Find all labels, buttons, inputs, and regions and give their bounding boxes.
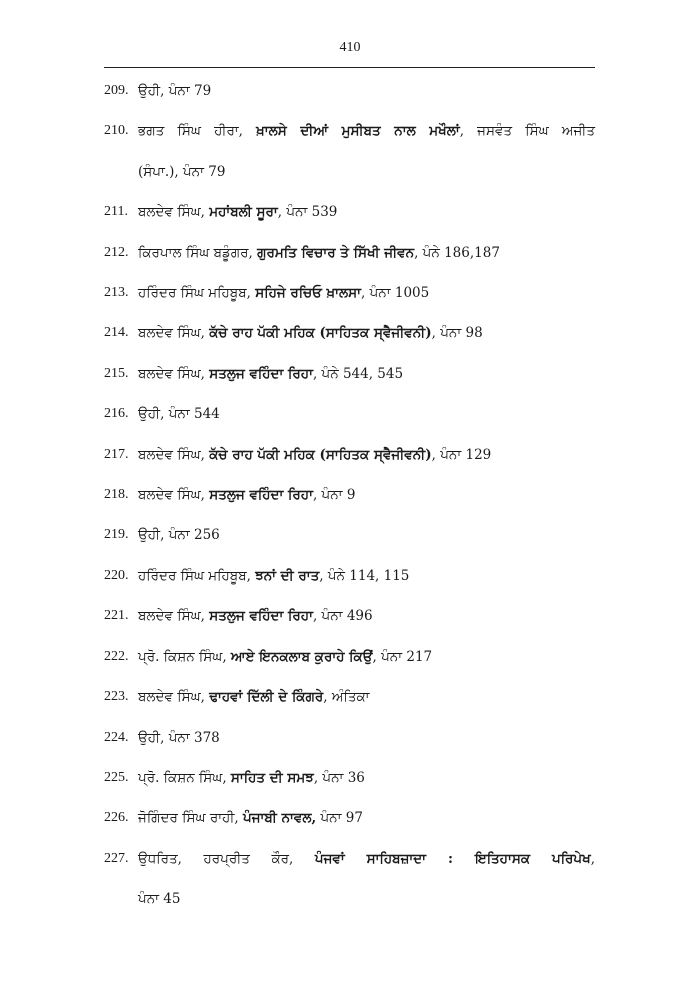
- citation-text: ਹਰਿੰਦਰ ਸਿੰਘ ਮਹਿਬੂਬ,: [138, 285, 256, 302]
- endnote-item: [104, 718, 595, 758]
- endnote-item: [104, 515, 595, 555]
- citation-title: ਸਤਲੁਜ ਵਹਿੰਦਾ ਰਿਹਾ: [209, 608, 313, 625]
- citation-title: ਪੰਜਵਾਂ ਸਾਹਿਬਜ਼ਾਦਾ : ਇਤਿਹਾਸਕ ਪਰਿਪੇਖ: [314, 850, 591, 867]
- endnote-body: [138, 285, 429, 301]
- citation-text: , ਪੰਨੇ 114, 115: [319, 567, 410, 584]
- citation-text: ਪੰਨਾ 97: [316, 810, 363, 827]
- citation-text: , ਪੰਨਾ 36: [313, 769, 365, 786]
- citation-text: , ਪੰਨਾ 129: [431, 446, 492, 463]
- citation-title: ਗੁਰਮਤਿ ਵਿਚਾਰ ਤੇ ਸਿੱਖੀ ਜੀਵਨ: [257, 244, 415, 261]
- endnote-item: [104, 596, 595, 636]
- endnote-number: 214.: [104, 325, 129, 341]
- endnote-item: [104, 435, 595, 475]
- endnote-number: 211.: [104, 204, 128, 220]
- citation-title: ਸਹਿਜੇ ਰਚਿਓ ਖ਼ਾਲਸਾ: [255, 285, 361, 302]
- endnote-number: 220.: [104, 567, 129, 583]
- endnote-item: [104, 111, 595, 192]
- citation-title: ਕੱਚੇ ਰਾਹ ਪੱਕੀ ਮਹਿਕ (ਸਾਹਿਤਕ ਸ੍ਵੈਜੀਵਨੀ): [209, 446, 432, 463]
- endnote-item: [104, 839, 595, 920]
- endnote-body: [138, 649, 432, 665]
- citation-title: ਸਤਲੁਜ ਵਹਿੰਦਾ ਰਿਹਾ: [209, 487, 313, 504]
- endnote-line: [138, 879, 595, 919]
- endnote-item: [104, 798, 595, 838]
- endnote-body: [138, 245, 500, 261]
- citation-text: (ਸੰਪਾ.), ਪੰਨਾ 79: [138, 163, 226, 180]
- endnote-number: 226.: [104, 810, 129, 826]
- citation-text: , ਪੰਨਾ 9: [312, 487, 356, 504]
- endnotes-list: [104, 71, 595, 920]
- citation-text: ਉਹੀ, ਪੰਨਾ 79: [138, 83, 212, 99]
- endnote-body: [138, 810, 363, 826]
- citation-text: ਬਲਦੇਵ ਸਿੰਘ,: [138, 365, 210, 382]
- endnote-number: 219.: [104, 527, 129, 543]
- citation-text: ਪੰਨਾ 45: [138, 891, 181, 908]
- citation-text: ਉਹੀ, ਪੰਨਾ 378: [138, 729, 220, 746]
- endnote-number: 215.: [104, 365, 129, 381]
- citation-title: ਆਏ ਇਨਕਲਾਬ ਕੁਰਾਹੇ ਕਿਉਂ: [230, 648, 373, 665]
- citation-text: ਭਗਤ ਸਿੰਘ ਹੀਰਾ,: [138, 123, 257, 140]
- endnote-item: [104, 637, 595, 677]
- citation-text: ਬਲਦੇਵ ਸਿੰਘ,: [138, 446, 210, 463]
- citation-text: ਜੋਗਿੰਦਰ ਸਿੰਘ ਰਾਹੀ,: [138, 810, 243, 827]
- endnote-number: 225.: [104, 769, 129, 785]
- citation-text: ਉਹੀ, ਪੰਨਾ 544: [138, 406, 220, 423]
- endnote-body: [138, 689, 370, 705]
- citation-text: ਬਲਦੇਵ ਸਿੰਘ,: [138, 325, 210, 342]
- citation-text: ਹਰਿੰਦਰ ਸਿੰਘ ਮਹਿਬੂਬ,: [138, 567, 256, 584]
- endnote-number: 223.: [104, 689, 129, 705]
- citation-title: ਸਤਲੁਜ ਵਹਿੰਦਾ ਰਿਹਾ: [209, 365, 313, 382]
- endnote-number: 216.: [104, 406, 129, 422]
- endnote-body: [138, 730, 220, 746]
- endnote-number: 213.: [104, 285, 129, 301]
- endnote-item: [104, 758, 595, 798]
- endnote-body: [138, 83, 211, 99]
- page-number: 410: [339, 40, 361, 55]
- endnote-item: [104, 556, 595, 596]
- endnote-item: [104, 394, 595, 434]
- citation-text: ,: [590, 850, 595, 867]
- endnote-line: [138, 839, 595, 879]
- endnote-item: [104, 192, 595, 232]
- endnote-number: 209.: [104, 83, 129, 98]
- citation-text: ਬਲਦੇਵ ਸਿੰਘ,: [138, 689, 210, 706]
- endnote-body: [138, 608, 373, 624]
- citation-text: , ਜਸਵੰਤ ਸਿੰਘ ਅਜੀਤ: [459, 123, 595, 140]
- endnote-line: [138, 152, 595, 192]
- endnote-item: [104, 354, 595, 394]
- citation-text: ਬਲਦੇਵ ਸਿੰਘ,: [138, 608, 210, 625]
- citation-text: ਬਲਦੇਵ ਸਿੰਘ,: [138, 204, 210, 221]
- citation-text: , ਪੰਨਾ 539: [277, 204, 338, 221]
- endnote-body: [138, 325, 483, 341]
- endnote-number: 218.: [104, 487, 129, 503]
- endnote-item: [104, 233, 595, 273]
- endnote-body: [138, 406, 220, 422]
- citation-text: ਉਧਰਿਤ, ਹਰਪ੍ਰੀਤ ਕੌਰ,: [138, 850, 315, 867]
- citation-text: ਪ੍ਰੋ. ਕਿਸ਼ਨ ਸਿੰਘ,: [138, 769, 231, 786]
- endnote-body: [138, 366, 403, 382]
- citation-text: , ਪੰਨੇ 544, 545: [312, 365, 404, 382]
- endnote-item: [104, 273, 595, 313]
- citation-title: ਸਾਹਿਤ ਦੀ ਸਮਝ: [230, 769, 314, 786]
- citation-text: ਪ੍ਰੋ. ਕਿਸ਼ਨ ਸਿੰਘ,: [138, 648, 231, 665]
- citation-text: , ਪੰਨੇ 186,187: [414, 244, 500, 261]
- endnote-number: 210.: [104, 123, 129, 139]
- citation-text: , ਅੰਤਿਕਾ: [323, 689, 370, 706]
- endnote-item: [104, 313, 595, 353]
- endnote-line: [138, 111, 595, 151]
- header-rule: [104, 67, 595, 68]
- citation-text: , ਪੰਨਾ 1005: [360, 285, 430, 302]
- endnote-body: [138, 447, 491, 463]
- citation-text: ਕਿਰਪਾਲ ਸਿੰਘ ਬਡੂੰਗਰ,: [138, 244, 258, 261]
- citation-text: ਉਹੀ, ਪੰਨਾ 256: [138, 527, 220, 544]
- citation-text: ਬਲਦੇਵ ਸਿੰਘ,: [138, 487, 210, 504]
- citation-title: ਝਨਾਂ ਦੀ ਰਾਤ: [255, 567, 320, 584]
- endnote-item: [104, 71, 595, 111]
- citation-text: , ਪੰਨਾ 496: [312, 608, 373, 625]
- endnote-body: [138, 770, 365, 786]
- citation-title: ਢਾਹਵਾਂ ਦਿੱਲੀ ਦੇ ਕਿੰਗਰੇ: [209, 689, 324, 706]
- endnote-body: [138, 487, 355, 503]
- citation-title: ਪੰਜਾਬੀ ਨਾਵਲ,: [243, 810, 317, 827]
- endnote-item: [104, 677, 595, 717]
- citation-title: ਕੱਚੇ ਰਾਹ ਪੱਕੀ ਮਹਿਕ (ਸਾਹਿਤਕ ਸ੍ਵੈਜੀਵਨੀ): [209, 325, 432, 342]
- endnote-number: 222.: [104, 648, 129, 664]
- citation-title: ਮਹਾਂਬਲੀ ਸੂਰਾ: [209, 204, 278, 221]
- citation-text: , ਪੰਨਾ 217: [372, 648, 433, 665]
- endnote-item: [104, 475, 595, 515]
- endnote-number: 224.: [104, 729, 129, 745]
- citation-text: , ਪੰਨਾ 98: [431, 325, 483, 342]
- endnote-body: [138, 527, 220, 543]
- endnote-body: [138, 204, 337, 220]
- endnote-number: 221.: [104, 608, 129, 624]
- citation-title: ਖ਼ਾਲਸੇ ਦੀਆਂ ਮੁਸੀਬਤ ਨਾਲ ਮਖੌਲਾਂ: [256, 123, 460, 140]
- endnote-number: 217.: [104, 446, 129, 462]
- endnote-number: 227.: [104, 850, 129, 866]
- endnote-number: 212.: [104, 244, 129, 260]
- endnote-body: [138, 568, 409, 584]
